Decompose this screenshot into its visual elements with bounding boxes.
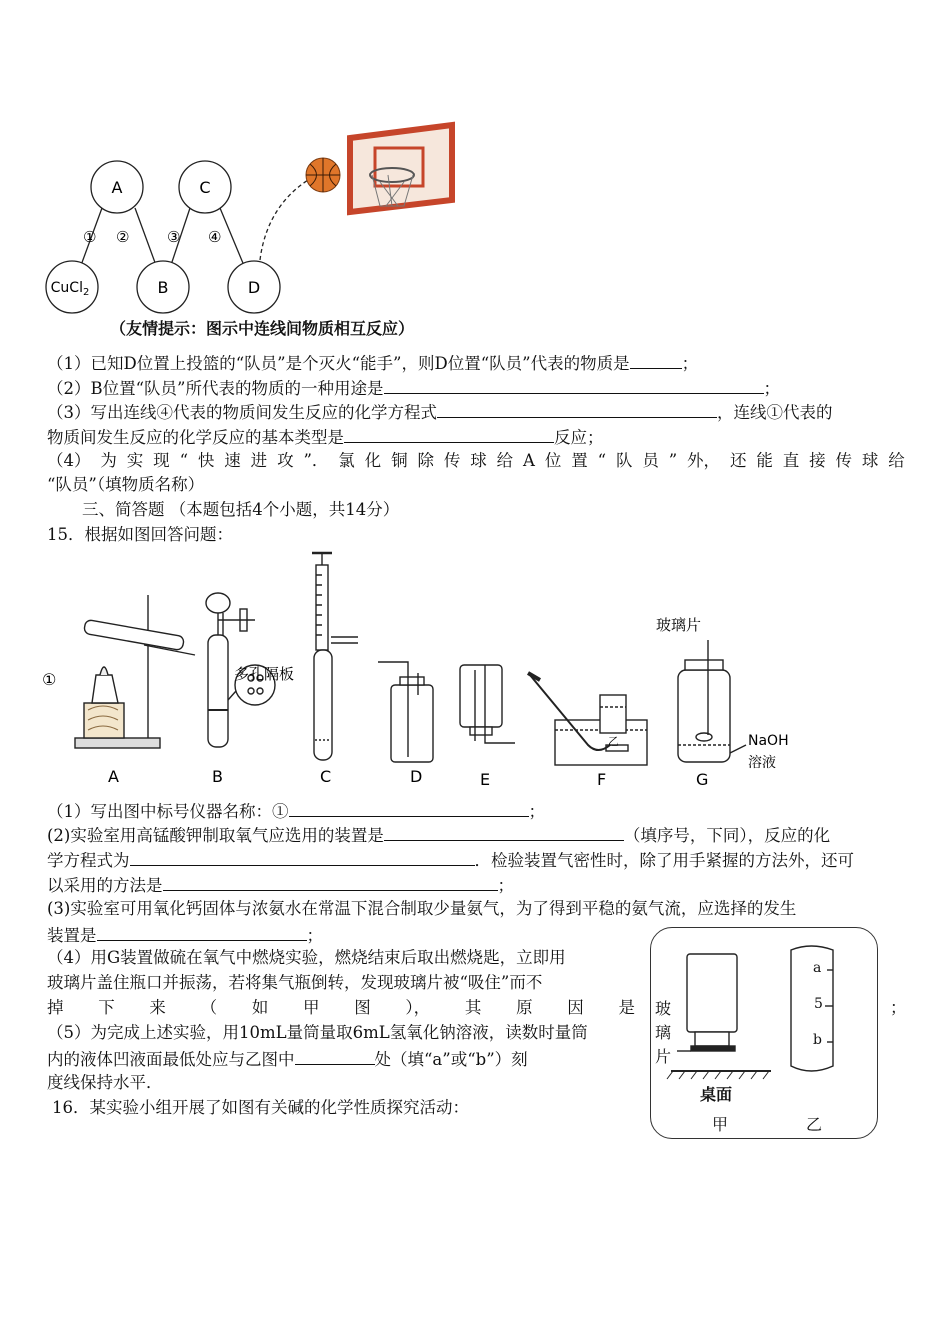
cylinder-mark-5: 5	[814, 996, 823, 1012]
text-segment: 员	[642, 451, 659, 470]
label-g: G	[696, 770, 709, 789]
text-segment: 现	[153, 451, 170, 470]
text-segment: 快	[197, 451, 215, 470]
text-segment: 其	[464, 998, 482, 1017]
text-segment: 进	[250, 451, 268, 470]
node-b: B	[157, 278, 169, 297]
label-f: F	[597, 770, 607, 789]
reaction-network-diagram	[40, 120, 480, 320]
apparatus-a	[75, 595, 195, 748]
answer-blank[interactable]	[384, 375, 764, 394]
q15-part4: （4）用G装置做硫在氧气中燃烧实验，燃烧结束后取出燃烧匙，立即用	[47, 948, 566, 967]
text-segment: 下	[98, 998, 115, 1017]
text-segment: 给	[496, 451, 514, 470]
label-solution: 溶液	[748, 755, 776, 771]
answer-blank[interactable]	[289, 798, 529, 817]
q15-title: 15．根据如图回答问题：	[47, 525, 233, 544]
text-segment: 为	[100, 451, 117, 470]
label-instrument-1: ①	[42, 670, 57, 689]
text-segment: 直	[782, 451, 800, 470]
text-segment: 能	[756, 451, 773, 470]
basketball-icon	[306, 158, 340, 192]
label-f-mark: 乙	[608, 735, 619, 748]
q14-part3: （3）写出连线④代表的物质间发生反应的化学方程式 ，连线①代表的	[47, 399, 833, 425]
inset-jia-label: 甲	[712, 1115, 729, 1134]
label-b: B	[212, 767, 223, 786]
label-glass-plate: 玻璃片	[656, 616, 702, 634]
answer-blank[interactable]	[344, 424, 554, 443]
text-segment: ”	[668, 451, 678, 470]
text-segment: 位	[544, 451, 562, 470]
q15-part5-end: 度线保持水平．	[47, 1073, 163, 1092]
q15-part5: （5）为完成上述实验，用10mL量筒量取6mL氢氧化钠溶液，读数时量筒	[47, 1023, 588, 1042]
inset-glass-label-2: 璃	[655, 1023, 672, 1042]
inset-figure	[650, 927, 878, 1139]
text-segment: 传	[835, 451, 852, 470]
text-segment: ”．	[303, 451, 329, 470]
q14-part4	[47, 449, 905, 473]
text-segment: 来	[149, 998, 166, 1017]
label-naoh: NaOH	[748, 733, 789, 749]
apparatus-g	[678, 640, 746, 762]
text-segment: 除	[417, 451, 434, 470]
q14-part1: （1）已知D位置上投篮的“队员”是个灭火“能手”，则D位置“队员”代表的物质是 ；	[47, 350, 698, 376]
text-segment: 原	[516, 998, 533, 1017]
label-c: C	[320, 767, 332, 786]
q15-part4-end: ；	[890, 998, 907, 1017]
link-2: ②	[116, 228, 130, 246]
answer-blank[interactable]	[630, 350, 682, 369]
section-3-heading: 三、简答题 （本题包括4个小题，共14分）	[82, 500, 400, 519]
text-segment: A	[523, 451, 535, 470]
text-segment: 队	[615, 451, 633, 470]
apparatus-e	[460, 665, 515, 743]
basketball-hoop-icon	[350, 125, 452, 212]
q14-part4-cont: “队员”（填物质名称）	[47, 475, 205, 494]
node-cucl2: CuCl$_2$	[50, 280, 90, 298]
apparatus-c	[312, 553, 358, 760]
node-d: D	[247, 278, 261, 297]
node-c: C	[199, 178, 211, 197]
apparatus-d	[378, 662, 433, 762]
node-a: A	[111, 178, 123, 197]
q15-part3: (3)实验室可用氧化钙固体与浓氨水在常温下混合制取少量氨气，为了得到平稳的氨气流，应选择的发生	[47, 899, 797, 918]
text-segment: 甲	[303, 998, 320, 1017]
cylinder-mark-a: a	[813, 960, 822, 976]
apparatus-f	[528, 673, 647, 765]
q16-title: 16．某实验小组开展了如图有关碱的化学性质探究活动：	[52, 1098, 469, 1117]
text-segment: 给	[888, 451, 905, 470]
text-segment: 传	[443, 451, 461, 470]
text-segment: 氯	[338, 451, 355, 470]
text-segment: “	[597, 451, 607, 470]
link-3: ③	[167, 228, 181, 246]
label-a: A	[108, 767, 119, 786]
q15-part4-reason	[47, 996, 635, 1020]
text-segment: 因	[567, 998, 584, 1017]
text-segment: 图	[354, 998, 371, 1017]
link-1: ①	[83, 228, 97, 246]
text-segment: 球	[470, 451, 487, 470]
q14-part2: （2）B位置“队员”所代表的物质的一种用途是 ；	[47, 375, 780, 401]
text-segment: 化	[364, 451, 382, 470]
link-4: ④	[208, 228, 222, 246]
cylinder-mark-b: b	[813, 1032, 822, 1048]
text-segment: 外，	[687, 451, 721, 470]
apparatus-figure	[40, 545, 820, 795]
inset-drawing	[651, 928, 877, 1138]
label-porous: 多孔隔板	[234, 665, 295, 683]
text-segment: 攻	[277, 451, 294, 470]
label-e: E	[480, 770, 491, 789]
text-segment: 铜	[391, 451, 408, 470]
answer-blank[interactable]	[384, 822, 624, 841]
answer-blank[interactable]	[130, 847, 475, 866]
text-segment: 还	[729, 451, 747, 470]
q15-part5-cont: 内的液体凹液面最低处应与乙图中 处（填“a”或“b”）刻	[47, 1046, 528, 1072]
q14-part3-cont: 物质间发生反应的化学反应的基本类型是 反应；	[47, 424, 604, 450]
q15-part2-method: 以采用的方法是 ；	[47, 872, 514, 898]
text-segment: （	[200, 998, 218, 1017]
q15-part1: （1）写出图中标号仪器名称：① ；	[47, 798, 545, 824]
inset-desk-label: 桌面	[700, 1085, 733, 1104]
answer-blank[interactable]	[163, 872, 498, 891]
text-segment: 速	[224, 451, 241, 470]
text-segment: 置	[571, 451, 588, 470]
inset-glass-label-3: 片	[655, 1047, 672, 1066]
text-segment: “	[179, 451, 188, 470]
text-segment: （4）	[47, 451, 91, 470]
diagram-hint: （友情提示：图示中连线间物质相互反应）	[110, 319, 415, 338]
inset-yi-label: 乙	[806, 1115, 823, 1134]
text-segment: ），	[405, 998, 431, 1017]
answer-blank[interactable]	[437, 399, 717, 418]
q15-part2: (2)实验室用高锰酸钾制取氧气应选用的装置是 （填序号，下同），反应的化	[47, 822, 830, 848]
answer-blank[interactable]	[295, 1046, 375, 1065]
text-segment: 掉	[47, 998, 64, 1017]
q15-part4-cont: 玻璃片盖住瓶口并振荡，若将集气瓶倒转，发现玻璃片被“吸住”而不	[47, 973, 543, 992]
q15-part2-equation: 学方程式为 ．检验装置气密性时，除了用手紧握的方法外，还可	[47, 847, 854, 873]
text-segment: 实	[126, 451, 144, 470]
text-segment: 接	[809, 451, 826, 470]
text-segment: 如	[251, 998, 269, 1017]
label-d: D	[410, 767, 423, 786]
text-segment: 球	[861, 451, 879, 470]
q15-part3-cont: 装置是 ；	[47, 922, 323, 948]
inset-glass-label-1: 玻	[655, 999, 672, 1018]
answer-blank[interactable]	[97, 922, 307, 941]
text-segment: 是	[618, 998, 635, 1017]
